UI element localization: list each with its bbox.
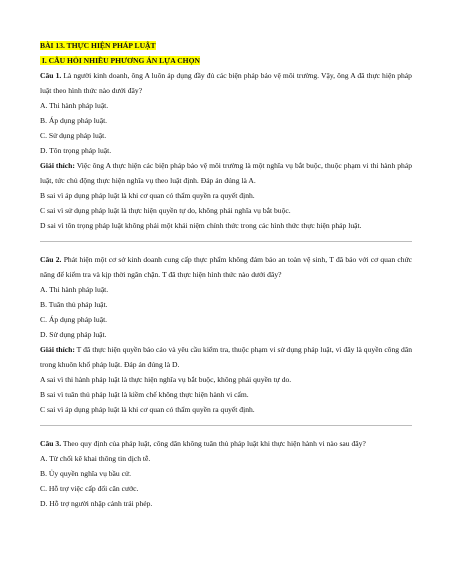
question-2-explain-text: T đã thực hiện quyền báo cáo và yêu cầu kiểm tra, thuộc phạm vi sử dụng pháp luật, vì đây là quyền công dân trong khuôn khổ pháp luật. Đáp án đúng là D. — [40, 345, 412, 369]
section-title — [40, 56, 200, 65]
question-1-label: Câu 1. — [40, 71, 62, 80]
question-2-text: Phát hiện một cơ sở kinh doanh cung cấp thực phẩm không đảm bảo an toàn vệ sinh, T đã báo với cơ quan chức năng để kiểm tra và kịp thời ngăn chặn. T đã thực hiện hình thức nào dưới đây? — [40, 255, 413, 279]
question-2-note-b: B sai vì tuân thủ pháp luật là kiềm chế không thực hiện hành vi cấm. — [40, 390, 249, 399]
question-3 — [40, 436, 412, 511]
question-1-explain-label: Giải thích: — [40, 161, 75, 170]
question-3-option-b: B. Ủy quyền nghĩa vụ bầu cử. — [40, 469, 132, 478]
question-2-explanation — [40, 342, 412, 372]
divider — [40, 425, 412, 426]
document-content — [40, 38, 412, 511]
question-1-note-c: C sai vì sử dụng pháp luật là thực hiện quyền tự do, không phải nghĩa vụ bắt buộc. — [40, 206, 291, 215]
question-3-text: Theo quy định của pháp luật, công dân không tuân thủ pháp luật khi thực hiện hành vi nào sau đây? — [62, 439, 366, 448]
question-1-text: Là người kinh doanh, ông A luôn áp dụng đầy đủ các biện pháp bảo vệ môi trường. Vậy, ông A đã thực hiện pháp luật theo hình thức nào dưới đây? — [40, 71, 412, 95]
lesson-title: BÀI 13. THỰC HIỆN PHÁP LUẬT — [40, 41, 156, 50]
question-1-explain-text: Việc ông A thực hiện các biện pháp bảo vệ môi trường là một nghĩa vụ bắt buộc, thuộc phạm vi thi hành pháp luật, tức chủ động thực hiện nghĩa vụ theo luật định. Đáp án đúng là A. — [40, 161, 413, 185]
question-2-label: Câu 2. — [40, 255, 62, 264]
divider — [40, 241, 412, 242]
question-1-option-d: D. Tôn trọng pháp luật. — [40, 146, 112, 155]
question-1-note-d: D sai vì tôn trọng pháp luật không phải một khái niệm chính thức trong các hình thức thực hiện pháp luật. — [40, 221, 362, 230]
question-3-option-c: C. Hỗ trợ việc cấp đổi căn cước. — [40, 484, 139, 493]
question-2-option-b: B. Tuân thủ pháp luật. — [40, 300, 108, 309]
question-1-stem — [40, 68, 412, 98]
question-1 — [40, 68, 412, 233]
section-title-text: I. CÂU HỎI NHIỀU PHƯƠNG ÁN LỰA CHỌN — [41, 56, 200, 65]
question-1-note-b: B sai vì áp dụng pháp luật là khi cơ quan có thẩm quyền ra quyết định. — [40, 191, 255, 200]
question-1-option-c: C. Sử dụng pháp luật. — [40, 131, 107, 140]
question-3-label: Câu 3. — [40, 439, 62, 448]
question-2-note-a: A sai vì thi hành pháp luật là thực hiện nghĩa vụ bắt buộc, không phải quyền tự do. — [40, 375, 292, 384]
question-2 — [40, 252, 412, 417]
question-2-note-c: C sai vì áp dụng pháp luật là khi cơ quan có thẩm quyền ra quyết định. — [40, 405, 255, 414]
question-2-explain-label: Giải thích: — [40, 345, 75, 354]
question-2-option-d: D. Sử dụng pháp luật. — [40, 330, 107, 339]
question-2-option-c: C. Áp dụng pháp luật. — [40, 315, 108, 324]
question-3-option-a: A. Từ chối kê khai thông tin dịch tễ. — [40, 454, 151, 463]
question-2-option-a: A. Thi hành pháp luật. — [40, 285, 109, 294]
question-3-option-d: D. Hỗ trợ người nhập cảnh trái phép. — [40, 499, 153, 508]
question-3-stem — [40, 436, 412, 451]
question-1-option-a: A. Thi hành pháp luật. — [40, 101, 109, 110]
question-1-option-b: B. Áp dụng pháp luật. — [40, 116, 108, 125]
question-2-stem — [40, 252, 412, 282]
question-1-explanation — [40, 158, 412, 188]
